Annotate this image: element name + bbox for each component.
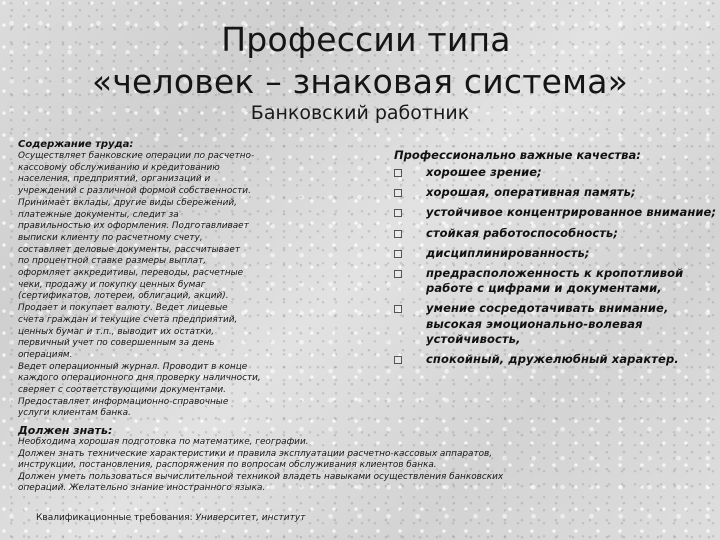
slide-subtitle: Банковский работник [250, 102, 470, 124]
quality-item [394, 301, 720, 347]
quality-text: спокойный, дружелюбный характер. [426, 352, 679, 367]
quality-text: предрасположенность к кропотливой работе с цифрами и документами, [426, 266, 684, 296]
quality-item [394, 246, 720, 261]
slide-title-line-2: «человек – знаковая система» [91, 62, 629, 101]
content-text: Осуществляет банковские операции по расчетно- кассовому обслуживанию и кредитованию населения, предприятий, организаций и учреждений с различной формой собственности. Принимает вклады, другие виды сбережений, платежные документы, следит за правильностью их оформления. Подготавливает выписки клиенту по расчетному счету, составляет деловые документы, рассчитывает по процентной ставке размеры выплат, оформляет аккредитивы, переводы, расчетные чеки, продажу и покупку ценных бумаг (сертификатов, лотереи, облигаций, акций). Продает и покупает валюту. Ведет лицевые счета граждан и текущие счета предприятий, ценных бумаг и т.п., выводит их остатки, первичный учет по совершенным за день операциям. Ведет операционный журнал. Проводит в конце каждого операционного дня проверку наличности, сверяет с соответствующими документами. Предоставляет информационно-справочные услуги клиентам банка. [18, 151, 261, 419]
quality-text: дисциплинированность; [426, 245, 590, 260]
content-heading: Содержание труда: [18, 139, 134, 150]
quality-item [394, 165, 720, 180]
quality-item [394, 352, 720, 367]
must-know-heading: Должен знать: [18, 424, 113, 437]
must-know-text [18, 437, 708, 495]
quality-item [394, 226, 720, 241]
qualification-value: Университет, институт [195, 513, 306, 523]
slide-title-line-1: Профессии типа [221, 20, 511, 59]
square-bullet-icon [394, 169, 402, 177]
quality-item [394, 185, 720, 200]
quality-text: стойкая работоспособность; [426, 225, 619, 240]
quality-text: хорошая, оперативная память; [426, 185, 636, 200]
square-bullet-icon [394, 250, 402, 258]
must-know-line: операций. Желательно знание иностранного языка. [18, 483, 266, 493]
qualification-requirements [36, 512, 305, 524]
qualities-block [394, 147, 720, 372]
square-bullet-icon [394, 209, 402, 217]
square-bullet-icon [394, 230, 402, 238]
quality-text: умение сосредотачивать внимание, высокая эмоционально-волевая устойчивость, [426, 301, 669, 346]
quality-text: устойчивое концентрированное внимание; [426, 205, 717, 220]
quality-item [394, 205, 720, 220]
must-know-line: инструкции, постановления, распоряжения по вопросам обслуживания клиентов банка. [18, 460, 437, 470]
quality-text: хорошее зрение; [426, 165, 542, 179]
quality-item [394, 266, 720, 296]
square-bullet-icon [394, 189, 402, 197]
qualities-heading: Профессионально важные качества: [394, 148, 641, 162]
must-know-line: Необходима хорошая подготовка по математике, географии. [18, 437, 309, 447]
must-know-line: Должен уметь пользоваться вычислительной техникой владеть навыками осуществления банковских [18, 471, 504, 482]
qualification-label: Квалификационные требования: [36, 513, 193, 523]
square-bullet-icon [394, 270, 402, 278]
square-bullet-icon [394, 356, 402, 364]
square-bullet-icon [394, 305, 402, 313]
must-know-line: Должен знать технические характеристики и правила эксплуатации расчетно-кассовых аппаратов, [18, 448, 493, 459]
